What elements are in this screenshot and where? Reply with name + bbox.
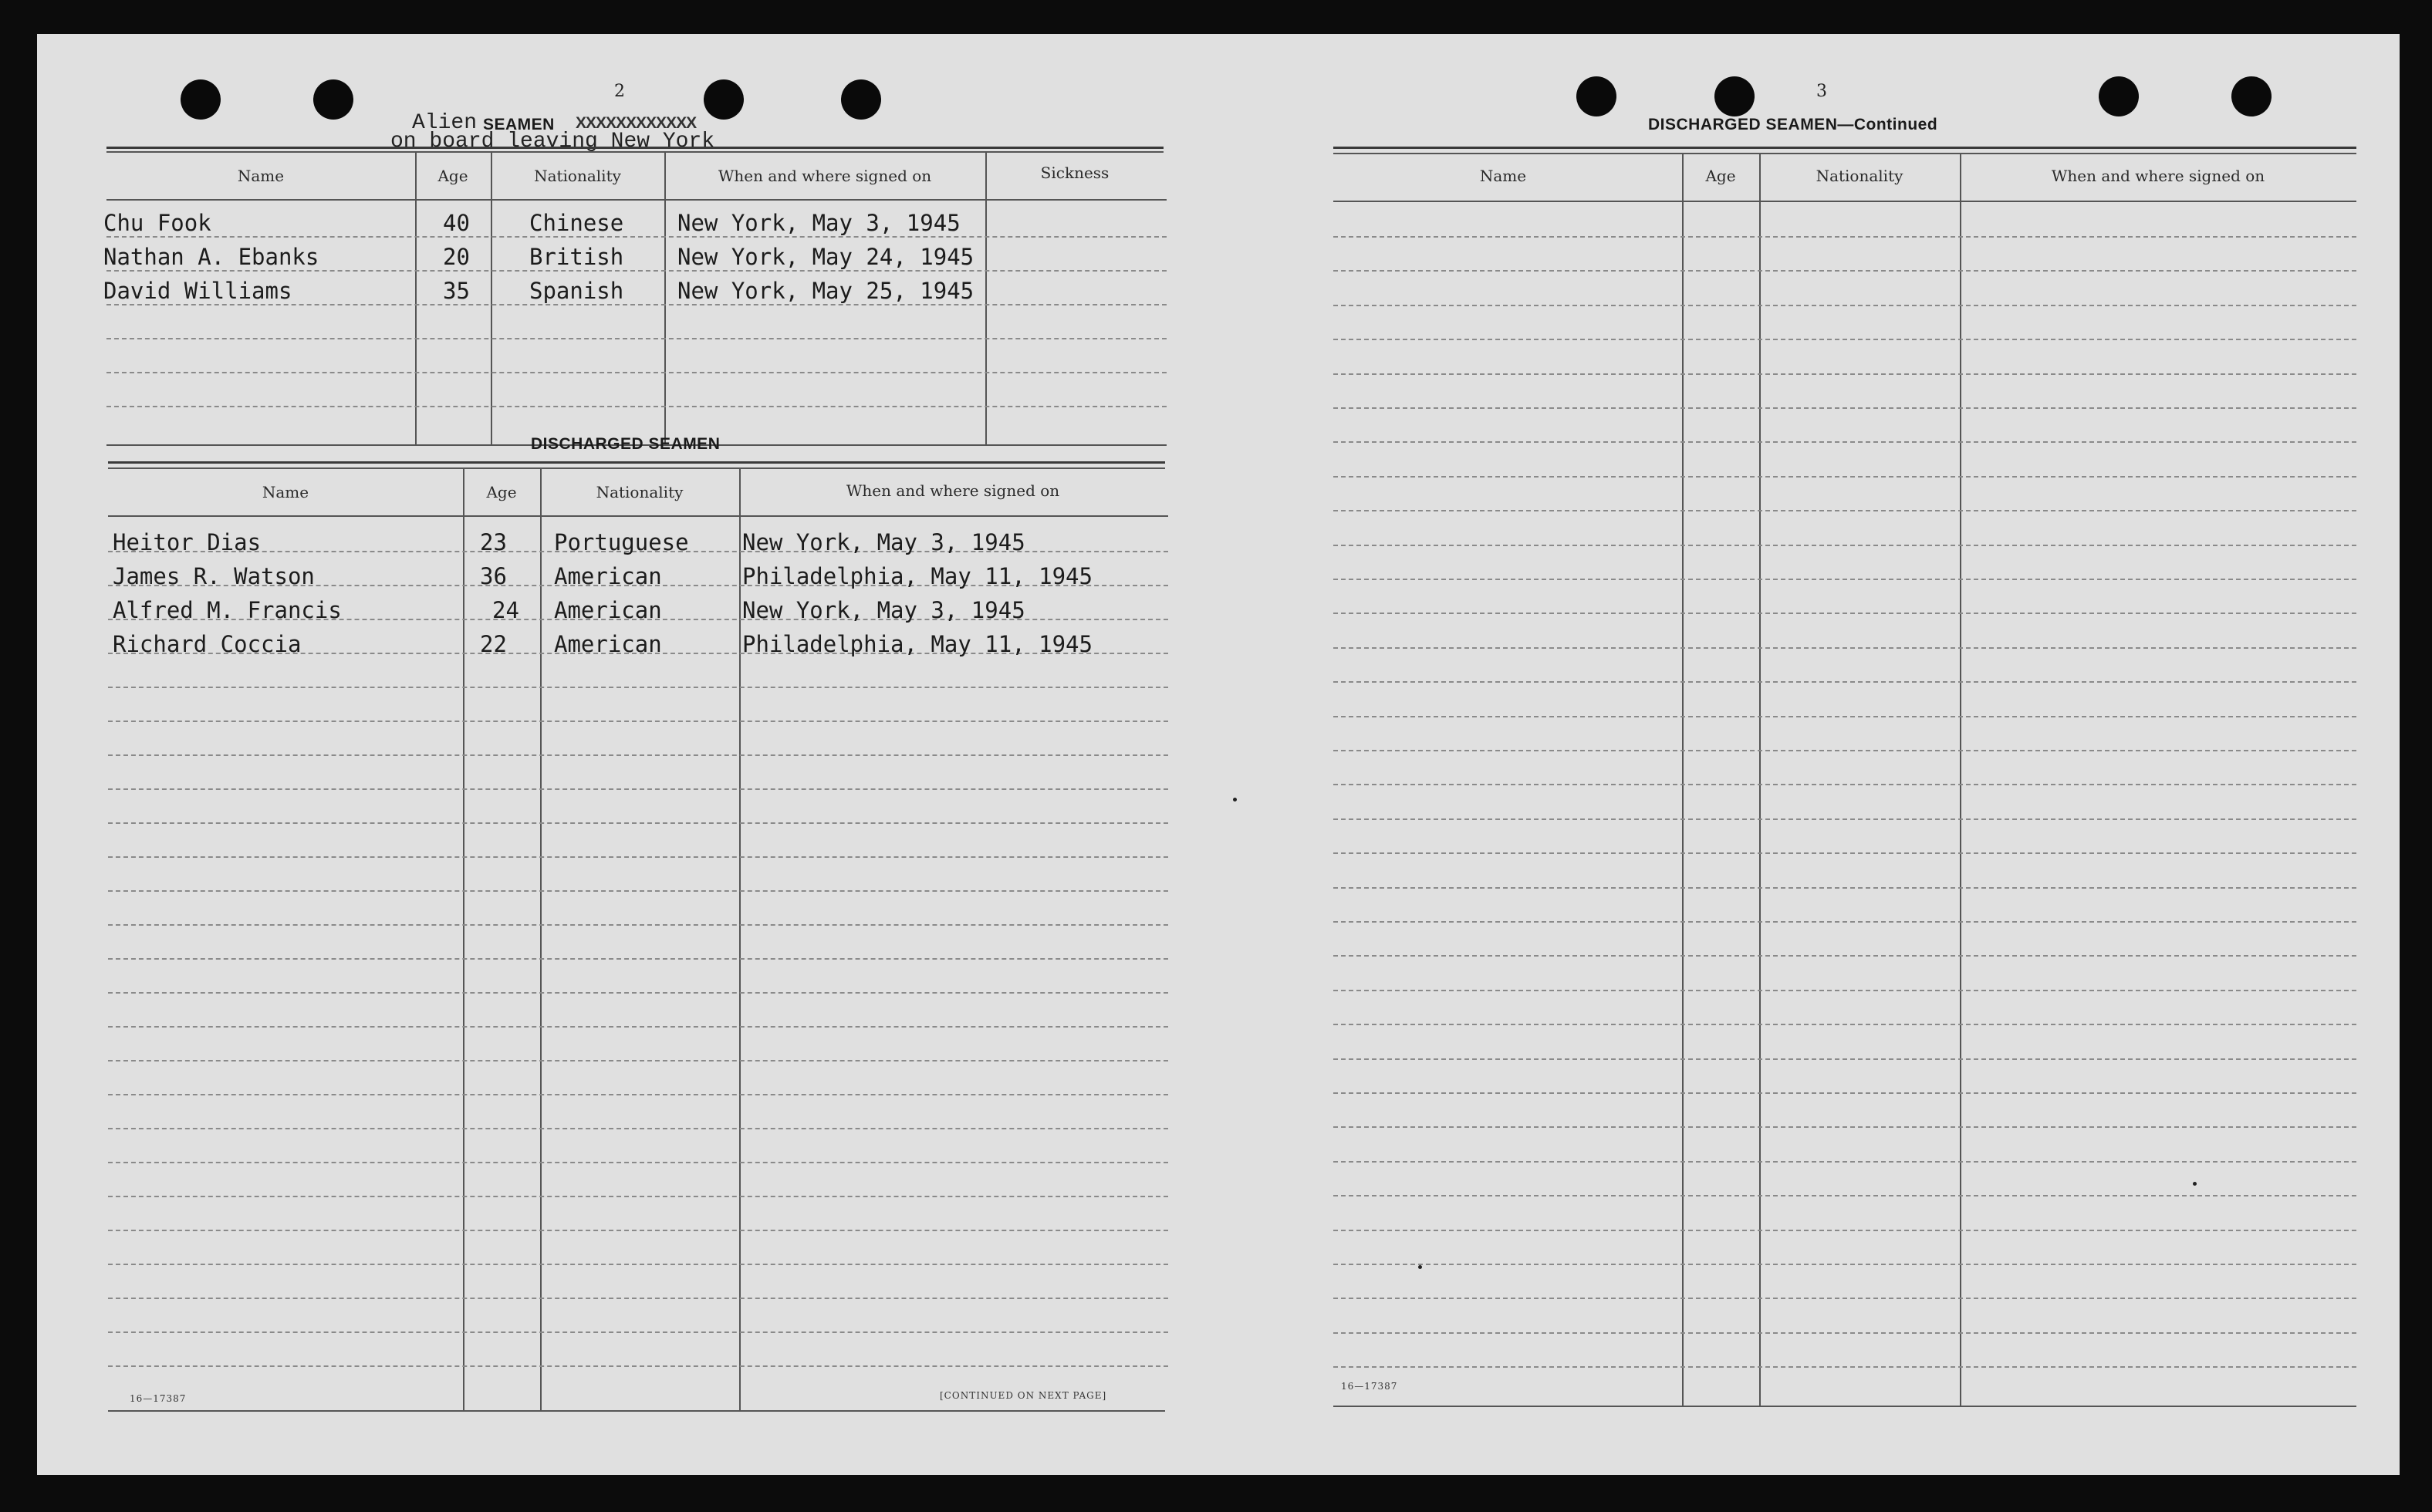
ruled-line [108,754,1168,756]
ruled-line [1333,545,2356,546]
row-nationality: American [554,597,662,623]
ruled-line [1333,339,2356,340]
row-nationality: British [529,244,624,270]
column-header-nationality: Nationality [534,167,621,185]
row-signed-on: Philadelphia, May 11, 1945 [742,631,1093,657]
ruled-line [108,1230,1168,1231]
ruled-line [108,890,1168,892]
row-signed-on: New York, May 3, 1945 [742,529,1025,555]
ruled-line [1333,716,2356,717]
column-header-nationality: Nationality [596,483,684,501]
ruled-line [1333,887,2356,889]
ruled-line [1333,236,2356,238]
column-header-name: Name [1479,167,1527,185]
form-number: 16—17387 [1341,1381,1398,1392]
ruled-line [1333,270,2356,272]
ruled-line [1333,1332,2356,1334]
ruled-line [1333,613,2356,614]
ruled-line [108,1026,1168,1028]
column-header-sickness: Sickness [1040,164,1110,182]
ruled-line [108,1264,1168,1265]
ruled-line [108,822,1168,824]
ruled-line [1333,1298,2356,1299]
ruled-line [108,1128,1168,1129]
row-signed-on: New York, May 3, 1945 [742,597,1025,623]
ruled-line [1333,1230,2356,1231]
ruled-line [108,856,1168,858]
column-header-age: Age [1705,167,1736,185]
ruled-line [108,1196,1168,1197]
row-nationality: Spanish [529,278,624,304]
ruled-line [1333,1024,2356,1025]
ruled-line [1333,510,2356,511]
ruled-line [1333,784,2356,785]
heading-line2: on board leaving New York [390,130,715,154]
heading-typed: Alien [412,111,478,135]
ruled-line [1333,305,2356,306]
ruled-line [1333,852,2356,854]
ruled-line [1333,1161,2356,1163]
ruled-line [1333,1366,2356,1368]
ruled-line [1333,407,2356,409]
form-number: 16—17387 [130,1393,187,1404]
row-signed-on: New York, May 24, 1945 [677,244,974,270]
ruled-line [108,958,1168,960]
heading-printed: SEAMEN [483,116,555,133]
ruled-line [1333,990,2356,991]
ruled-line [108,1365,1168,1367]
ruled-line [1333,1126,2356,1128]
row-nationality: American [554,563,662,589]
column-header-name: Name [262,483,309,501]
heading-struckout: XXXXXXXXXXXX [576,114,697,132]
row-name: Alfred M. Francis [113,597,342,623]
document-sheet [37,34,2400,1475]
row-name: James R. Watson [113,563,315,589]
ruled-line [1333,681,2356,683]
ruled-line [1333,579,2356,580]
ruled-line [108,924,1168,926]
ruled-line [1333,921,2356,923]
row-nationality: American [554,631,662,657]
row-nationality: Chinese [529,210,624,236]
ruled-line [108,788,1168,790]
row-name: Heitor Dias [113,529,262,555]
ruled-line [1333,1058,2356,1060]
row-age: 40 [443,210,470,236]
right-page [1272,34,2398,1475]
ruled-line [108,992,1168,994]
column-header-age: Age [486,483,517,501]
ruled-line [1333,441,2356,443]
ruled-line [108,687,1168,688]
left-page [37,34,1179,1475]
row-signed-on: Philadelphia, May 11, 1945 [742,563,1093,589]
page-number: 3 [1816,82,1827,101]
page-number: 2 [614,82,625,101]
ruled-line [108,721,1168,722]
column-header-nationality: Nationality [1816,167,1903,185]
ruled-line [1333,1092,2356,1094]
column-header-signed-on: When and where signed on [718,167,932,185]
continued-note: [CONTINUED ON NEXT PAGE] [940,1390,1107,1401]
paper-speck [2193,1182,2197,1186]
ruled-line [108,1162,1168,1163]
row-age: 24 [492,597,519,623]
ruled-line [1333,818,2356,820]
column-header-signed-on: When and where signed on [846,481,1060,500]
page-title: DISCHARGED SEAMEN—Continued [1648,116,1938,133]
row-name: Chu Fook [103,210,211,236]
ruled-line [108,1060,1168,1061]
row-age: 23 [480,529,507,555]
paper-speck [1418,1265,1422,1269]
row-name: Nathan A. Ebanks [103,244,319,270]
ruled-line [1333,647,2356,649]
discharged-title: DISCHARGED SEAMEN [531,435,721,453]
ruled-line [1333,1264,2356,1265]
ruled-line [1333,1195,2356,1196]
paper-speck [1233,798,1237,802]
row-age: 36 [480,563,507,589]
ruled-line [1333,750,2356,751]
ruled-line [1333,955,2356,957]
ruled-line [1333,476,2356,478]
row-age: 22 [480,631,507,657]
row-age: 35 [443,278,470,304]
row-nationality: Portuguese [554,529,689,555]
column-header-name: Name [237,167,285,185]
ruled-line [108,1298,1168,1299]
row-signed-on: New York, May 25, 1945 [677,278,974,304]
column-header-signed-on: When and where signed on [2051,167,2265,185]
ruled-line [108,1331,1168,1333]
column-header-age: Age [437,167,468,185]
ruled-line [108,1094,1168,1095]
row-signed-on: New York, May 3, 1945 [677,210,961,236]
row-name: David Williams [103,278,292,304]
row-age: 20 [443,244,470,270]
ruled-line [1333,373,2356,375]
row-name: Richard Coccia [113,631,302,657]
